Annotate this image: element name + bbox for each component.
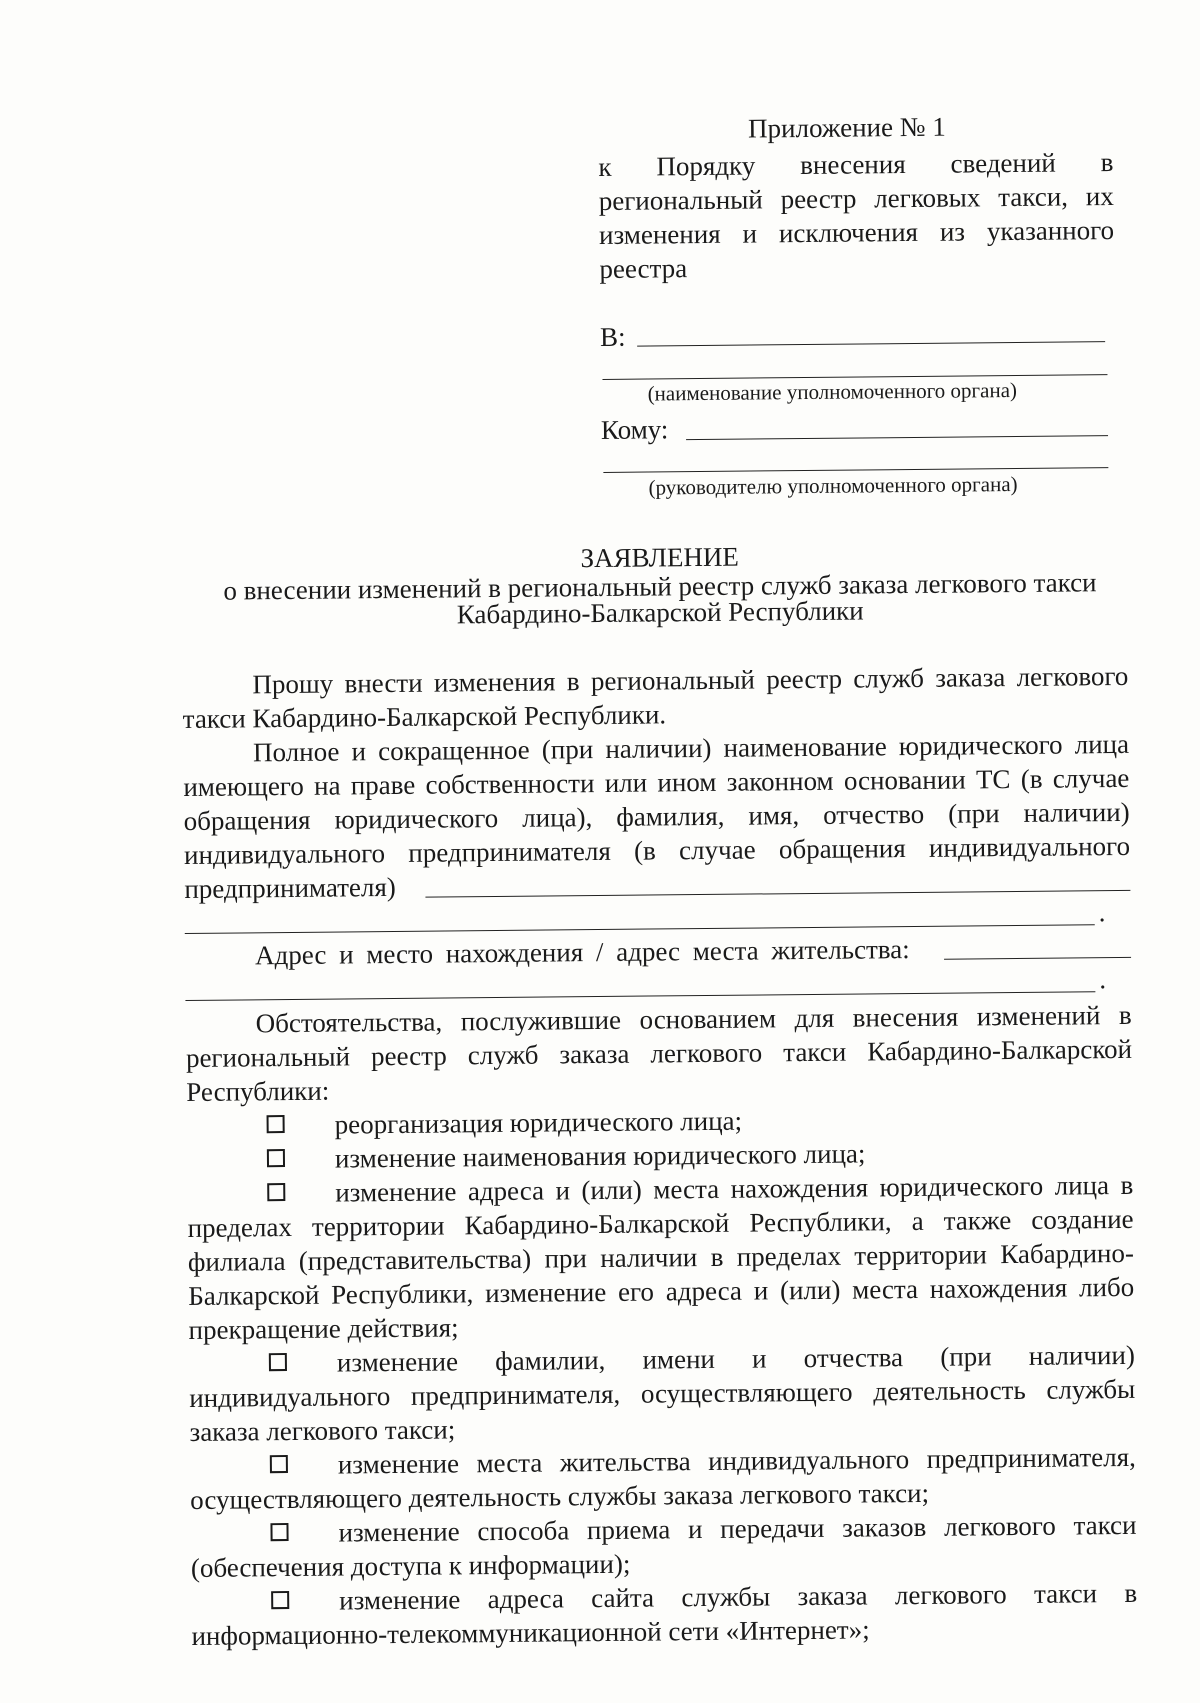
circumstances-line: Республики: bbox=[186, 1075, 330, 1107]
address-label: Адрес и место нахождения / адрес места жительства: bbox=[254, 934, 910, 971]
appendix-ref-line: реестра bbox=[599, 253, 688, 284]
option-checkbox[interactable] bbox=[267, 1183, 285, 1201]
option-checkbox[interactable] bbox=[271, 1591, 289, 1609]
option-text: осуществляющего деятельность службы заказа легкового такси; bbox=[190, 1477, 930, 1515]
appendix-title: Приложение № 1 bbox=[747, 111, 946, 144]
name-paragraph-line: обращения юридического лица), фамилия, имя, отчество (при наличии) bbox=[183, 796, 1130, 836]
name-paragraph-line: индивидуального предпринимателя (в случае обращения индивидуального bbox=[183, 830, 1131, 870]
option-text: Балкарской Республики, изменение его адреса и (или) места нахождения либо bbox=[188, 1271, 1135, 1311]
name-paragraph-line: имеющего на праве собственности или ином законном основании ТС (в случае bbox=[183, 762, 1130, 802]
option-text: изменение адреса сайта службы заказа легкового такси в bbox=[339, 1577, 1138, 1616]
option-checkbox[interactable] bbox=[270, 1523, 288, 1541]
option-text: изменение фамилии, имени и отчества (при наличии) bbox=[336, 1339, 1136, 1378]
request-text: такси Кабардино-Балкарской Республики. bbox=[182, 699, 667, 734]
option-checkbox[interactable] bbox=[267, 1115, 285, 1133]
option-text: изменение способа приема и передачи заказов легкового такси bbox=[338, 1509, 1137, 1548]
whom-field-line-2[interactable] bbox=[603, 467, 1108, 473]
option-text: реорганизация юридического лица; bbox=[334, 1105, 743, 1140]
option-text: заказа легкового такси; bbox=[189, 1414, 456, 1447]
option-text: изменение места жительства индивидуального предпринимателя, bbox=[337, 1441, 1136, 1480]
whom-field-line[interactable] bbox=[686, 435, 1108, 440]
option-checkbox[interactable] bbox=[270, 1455, 288, 1473]
to-caption: (наименование уполномоченного органа) bbox=[647, 377, 1018, 406]
document-title: ЗАЯВЛЕНИЕ bbox=[580, 541, 739, 574]
option-text: филиала (представительства) при наличии в пределах территории Кабардино- bbox=[187, 1237, 1135, 1277]
document-subtitle: о внесении изменений в региональный реестр служб заказа легкового такси bbox=[223, 567, 1097, 606]
option-text: изменение адреса и (или) места нахождения юридического лица в bbox=[335, 1169, 1134, 1208]
address-field[interactable] bbox=[944, 957, 1131, 960]
circumstances-line: Обстоятельства, послужившие основанием для внесения изменений в bbox=[255, 999, 1132, 1039]
period: . bbox=[1098, 897, 1106, 928]
option-text: прекращение действия; bbox=[188, 1312, 459, 1345]
request-text: Прошу внести изменения в региональный реестр служб заказа легкового bbox=[252, 660, 1129, 700]
option-text: изменение наименования юридического лица; bbox=[334, 1138, 866, 1174]
option-text: индивидуального предпринимателя, осуществляющего деятельность службы bbox=[189, 1373, 1136, 1413]
appendix-ref-line: изменения и исключения из указанного bbox=[598, 215, 1115, 250]
to-label: В: bbox=[599, 321, 626, 352]
option-text: (обеспечения доступа к информации); bbox=[190, 1548, 631, 1583]
circumstances-line: региональный реестр служб заказа легкового такси Кабардино-Балкарской bbox=[185, 1033, 1133, 1073]
applicant-name-field[interactable] bbox=[425, 890, 1130, 898]
applicant-name-field-2[interactable] bbox=[185, 924, 1095, 934]
option-text: информационно-телекоммуникационной сети «Интернет»; bbox=[191, 1614, 870, 1651]
option-text: пределах территории Кабардино-Балкарской Республики, а также создание bbox=[187, 1203, 1134, 1243]
whom-label: Кому: bbox=[600, 414, 669, 445]
option-checkbox[interactable] bbox=[267, 1149, 285, 1167]
name-paragraph-line: Полное и сокращенное (при наличии) наименование юридического лица bbox=[252, 728, 1130, 768]
whom-caption: (руководителю уполномоченного органа) bbox=[648, 471, 1018, 500]
document-subtitle: Кабардино-Балкарской Республики bbox=[456, 595, 864, 630]
name-paragraph-line: предпринимателя) bbox=[184, 871, 396, 904]
period: . bbox=[1099, 964, 1107, 995]
to-field-line[interactable] bbox=[637, 341, 1105, 346]
appendix-ref-line: к Порядку внесения сведений в bbox=[598, 147, 1114, 182]
appendix-ref-line: региональный реестр легковых такси, их bbox=[598, 181, 1114, 216]
option-checkbox[interactable] bbox=[269, 1353, 287, 1371]
